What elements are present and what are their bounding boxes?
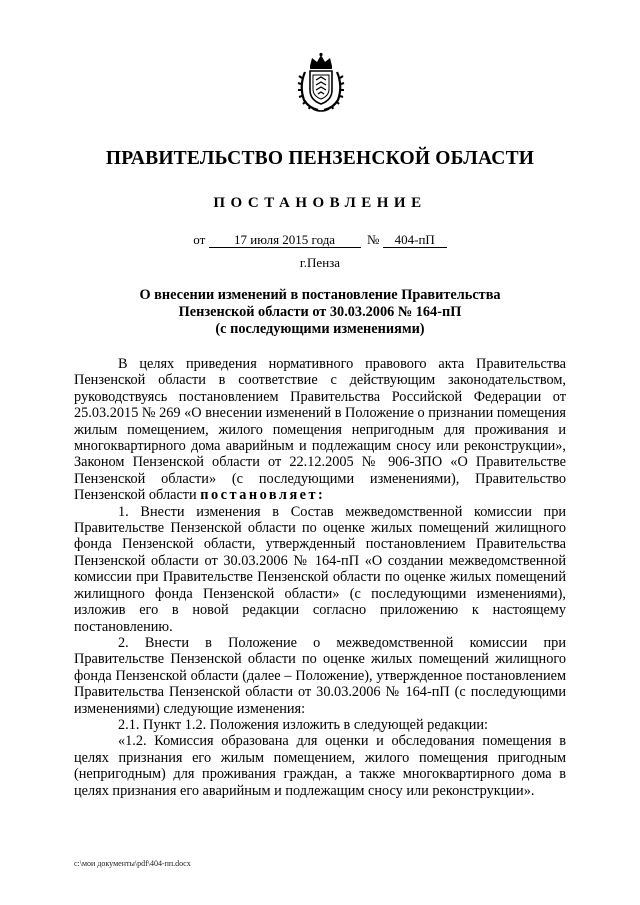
- city: г.Пенза: [299, 255, 341, 270]
- org-title: ПРАВИТЕЛЬСТВО ПЕНЗЕНСКОЙ ОБЛАСТИ: [105, 148, 535, 169]
- file-path-footer: c:\мои документы\pdf\404-пп.docx: [74, 859, 191, 868]
- penza-region-coat-of-arms-icon: [296, 52, 346, 114]
- item-1-paragraph: 1. Внести изменения в Состав межведомственной комиссии при Правительстве Пензенской области по оценке жилых помещений жилищного фонда Пензенской области, утвержденный постановлением Правительства Пензенской области от 30.03.2006 № 164-пП «О создании межведомственной комиссии при Правительстве Пензенской области по оценке жилых помещений жилищного фонда Пензенской области» (с последующими изменениями), изложив его в новой редакции согласно приложению к настоящему постановлению.: [74, 503, 566, 635]
- preamble-text: В целях приведения нормативного правового акта Правительства Пензенской области в соответствие с действующим законодательством, руководствуясь постановлением Правительства Российской Федерации от 25.03.2015 № 269 «О внесении изменений в Положение о признании помещения жилым помещением, жилого помещения непригодным для проживания и многоквартирного дома аварийным и подлежащим сносу или реконструкции», Законом Пензенской области от 22.12.2005 № 906-ЗПО «О Правительстве Пензенской области» (с последующими изменениями), Правительство Пензенской области: [74, 356, 566, 504]
- preamble-paragraph: [74, 356, 566, 504]
- document-date: 17 июля 2015 года: [209, 233, 361, 248]
- subject-line-3: (с последующими изменениями): [215, 321, 425, 337]
- date-prefix: от: [193, 232, 206, 247]
- resolves-keyword: постановляет:: [200, 487, 326, 504]
- number-prefix: №: [367, 232, 380, 247]
- subject-line-1: О внесении изменений в постановление Правительства: [139, 287, 501, 303]
- item-2-paragraph: 2. Внести в Положение о межведомственной комиссии при Правительстве Пензенской области по оценке жилых помещений жилищного фонда Пензенской области (далее – Положение), утвержденное постановлением Правительства Пензенской области от 30.03.2006 № 164-пП (с последующими изменениями) следующие изменения:: [74, 634, 566, 717]
- document-body: [74, 356, 566, 799]
- subject-line-2: Пензенской области от 30.03.2006 № 164-пП: [178, 304, 462, 320]
- date-number-row: [0, 232, 640, 248]
- item-2-1-paragraph: 2.1. Пункт 1.2. Положения изложить в следующей редакции:: [118, 716, 488, 733]
- document-number: 404-пП: [383, 233, 447, 248]
- document-type: ПОСТАНОВЛЕНИЕ: [213, 195, 427, 211]
- quote-paragraph: «1.2. Комиссия образована для оценки и обследования помещения в целях признания его жилым помещением, жилого помещения пригодным (непригодным) для проживания граждан, а также многоквартирного дома в целях признания его аварийным и подлежащим сносу или реконструкции».: [74, 733, 566, 799]
- document-subject: [60, 287, 580, 338]
